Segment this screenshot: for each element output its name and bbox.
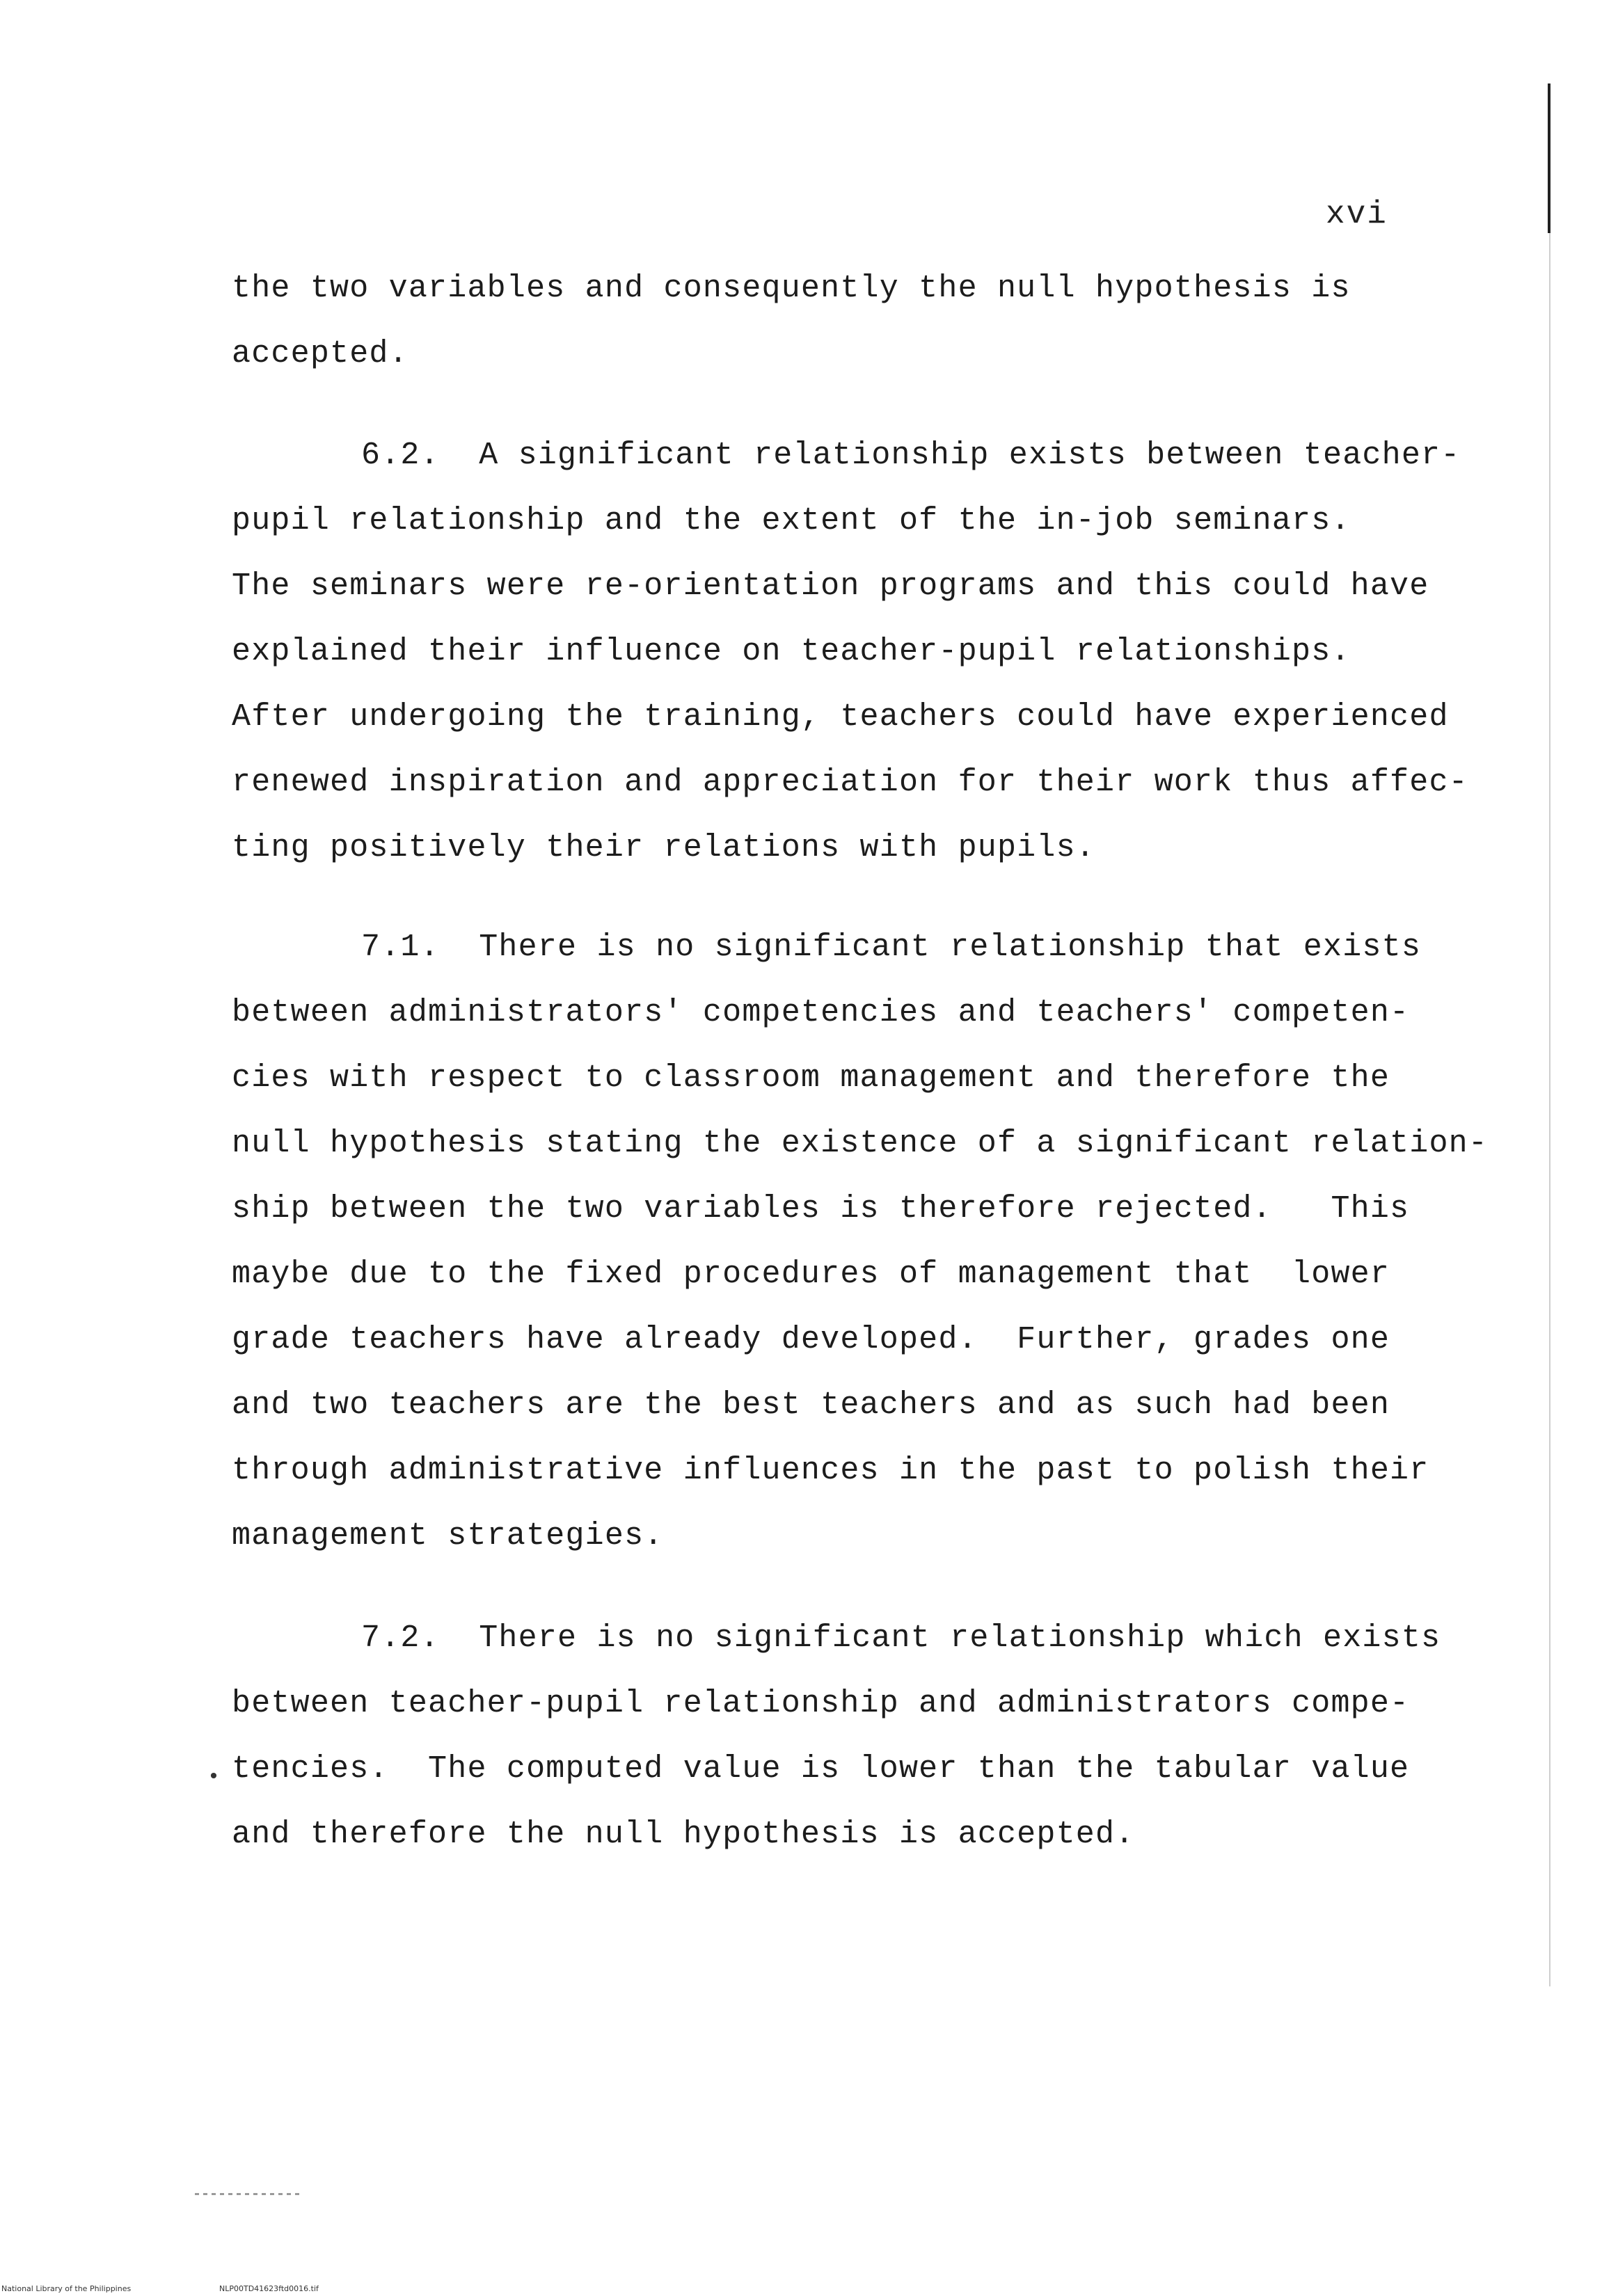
text-line: between administrators' competencies and teachers' competen- [232, 995, 1410, 1030]
scan-smudge [195, 2193, 299, 2195]
paragraph-7-1 [232, 915, 1505, 1569]
text-line: explained their influence on teacher-pupil relationships. [232, 634, 1351, 669]
text-line: between teacher-pupil relationship and administrators compe- [232, 1686, 1410, 1721]
text-line: maybe due to the fixed procedures of management that lower [232, 1257, 1390, 1292]
stray-dot-mark: • [207, 1766, 221, 1789]
text-line: 7.1. There is no significant relationship that exists [361, 930, 1422, 965]
text-line: ship between the two variables is therefore rejected. This [232, 1191, 1410, 1227]
text-line: through administrative influences in the past to polish their [232, 1453, 1429, 1488]
paragraph-continuation [232, 256, 1505, 387]
text-line: renewed inspiration and appreciation for their work thus affec- [232, 765, 1468, 800]
text-line: After undergoing the training, teachers could have experienced [232, 699, 1449, 735]
page-number: xvi [1326, 196, 1388, 232]
paragraph-6-2 [232, 423, 1505, 881]
text-line: the two variables and consequently the null hypothesis is [232, 271, 1351, 306]
text-line: The seminars were re-orientation programs and this could have [232, 568, 1429, 604]
text-line: ting positively their relations with pupils. [232, 830, 1095, 866]
paragraph-7-2 [232, 1606, 1505, 1867]
text-line: accepted. [232, 336, 409, 372]
text-line: and two teachers are the best teachers and as such had been [232, 1387, 1390, 1423]
text-line: 7.2. There is no significant relationship which exists [361, 1620, 1441, 1656]
page-edge-mark [1548, 83, 1550, 233]
footer-library-name: National Library of the Philippines [1, 2284, 132, 2293]
text-line: tencies. The computed value is lower than the tabular value [232, 1751, 1410, 1787]
text-line: management strategies. [232, 1518, 664, 1554]
text-line: grade teachers have already developed. Further, grades one [232, 1322, 1390, 1357]
footer-file-name: NLP00TD41623ftd0016.tif [219, 2284, 319, 2293]
text-line: cies with respect to classroom management and therefore the [232, 1060, 1390, 1096]
text-line: null hypothesis stating the existence of a significant relation- [232, 1126, 1489, 1161]
text-line: pupil relationship and the extent of the in-job seminars. [232, 503, 1351, 539]
page-edge-shadow [1549, 233, 1550, 1986]
text-line: and therefore the null hypothesis is accepted. [232, 1817, 1135, 1852]
text-line: 6.2. A significant relationship exists between teacher- [361, 438, 1461, 473]
